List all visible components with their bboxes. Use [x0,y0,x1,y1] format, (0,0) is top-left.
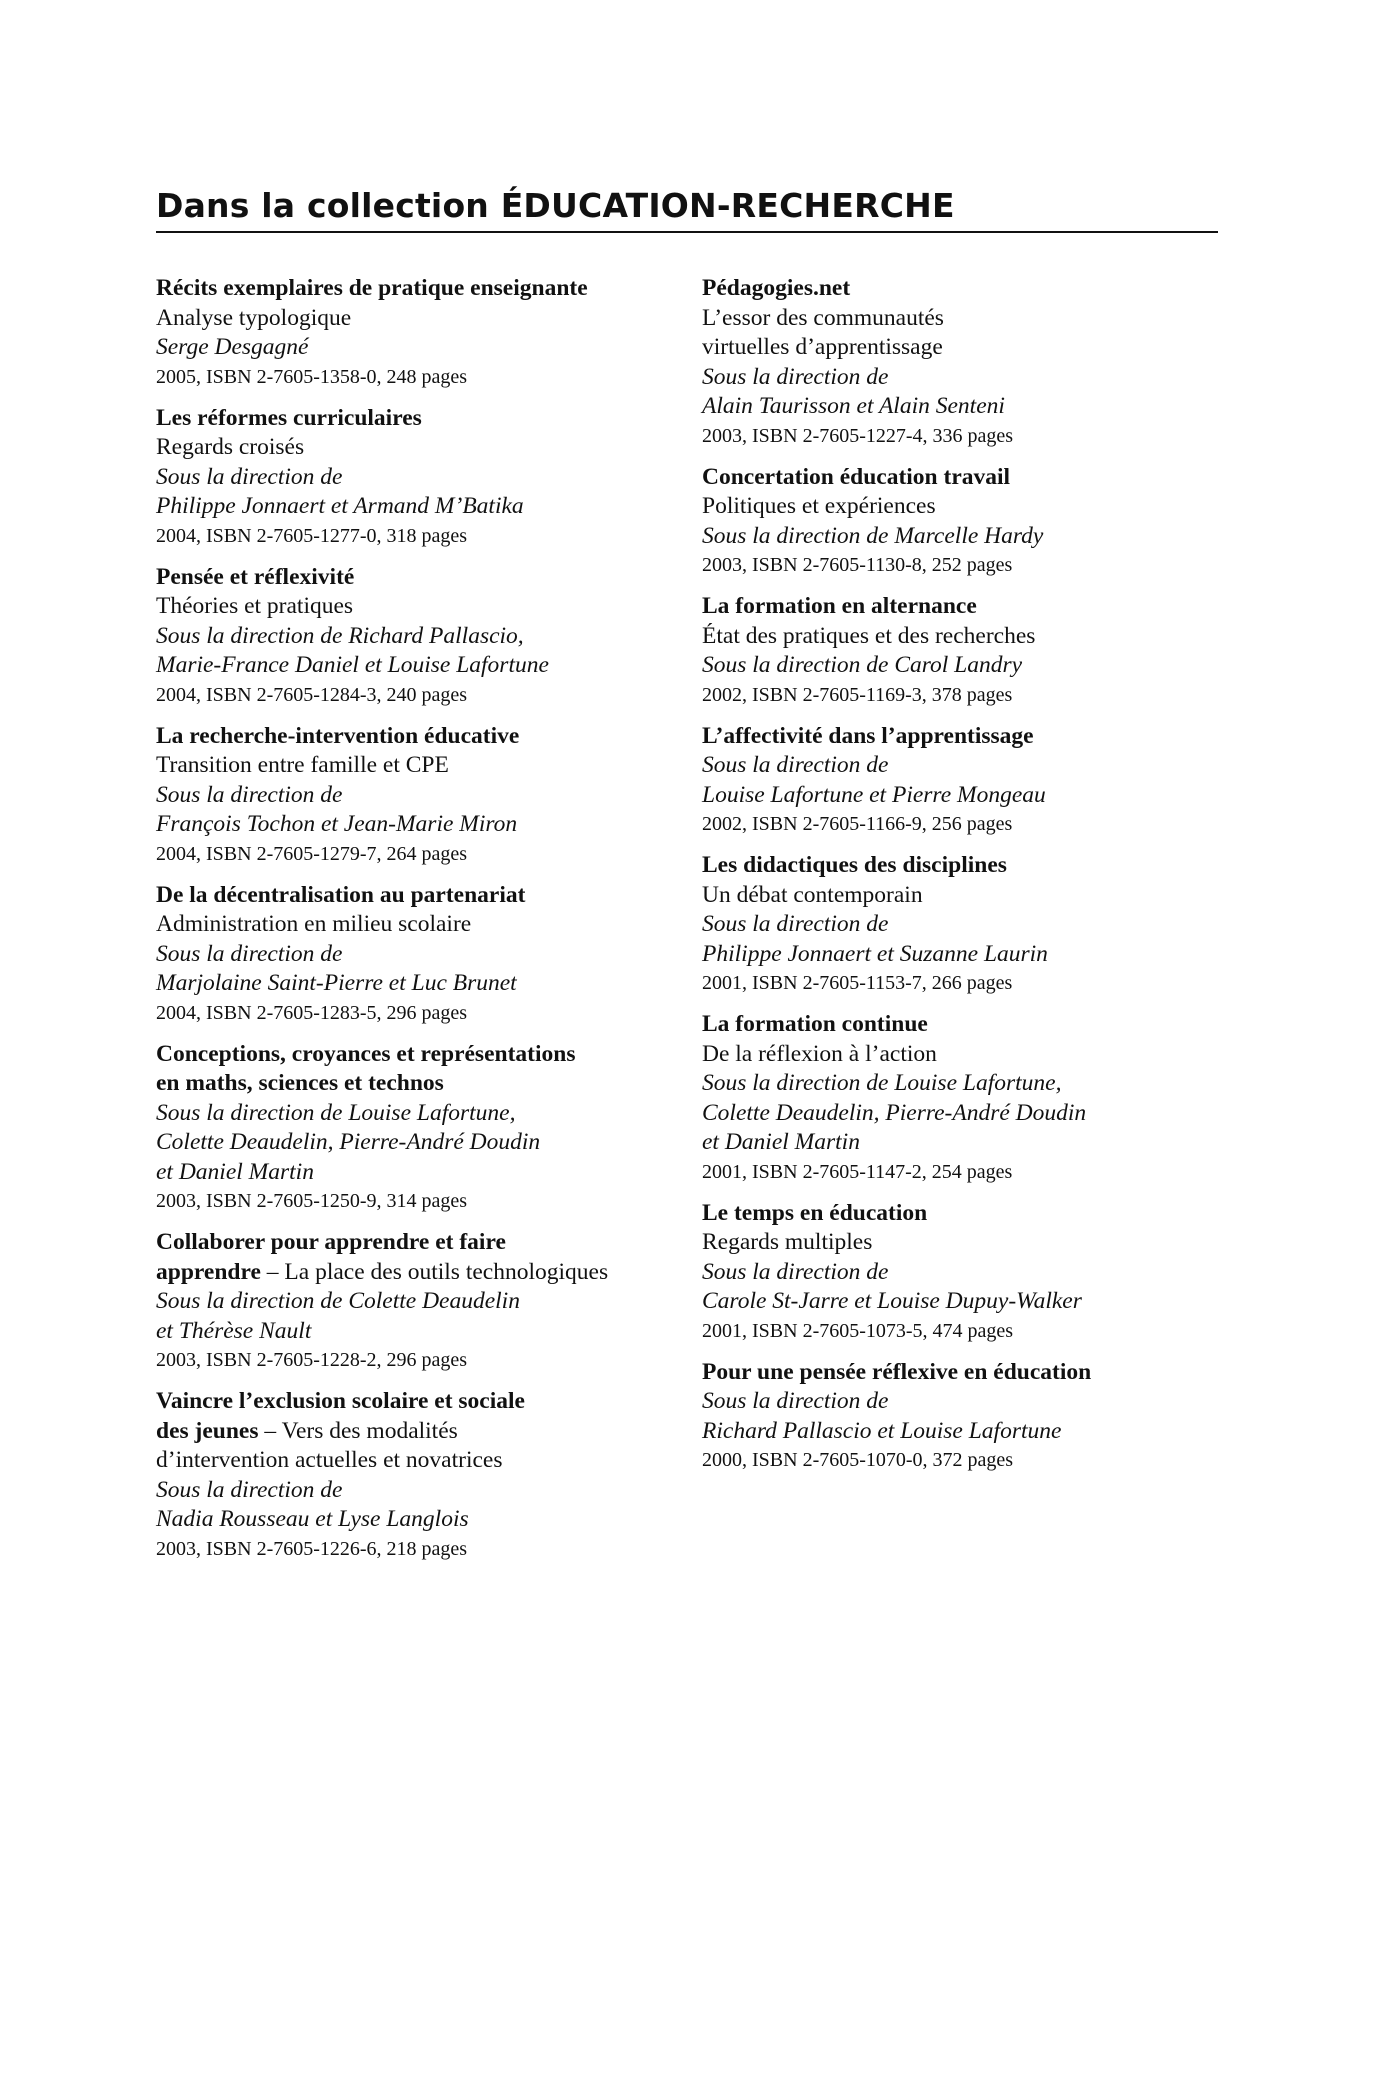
book-entry [702,463,1222,580]
book-subtitle: Théories et pratiques [156,593,354,619]
book-subtitle: Regards croisés [156,434,305,460]
book-author: et Daniel Martin [702,1129,860,1155]
book-author: et Daniel Martin [156,1158,314,1185]
book-title: La formation en alternance [702,593,977,619]
book-subtitle-line2: virtuelles d’apprentissage [702,334,943,360]
book-entry [702,722,1222,839]
book-author: Sous la direction de Carol Landry [702,652,1023,678]
book-subtitle-inline: – La place des outils technologiques [260,1258,609,1285]
book-subtitle-inline: – Vers des modalités [258,1417,458,1444]
book-meta: 2003, ISBN 2-7605-1227-4, 336 pages [702,424,1014,447]
book-meta: 2005, ISBN 2-7605-1358-0, 248 pages [156,365,468,388]
book-title: La recherche-intervention éducative [156,722,520,749]
book-meta: 2000, ISBN 2-7605-1070-0, 372 pages [702,1449,1014,1471]
book-subtitle: Politiques et expériences [702,493,936,519]
book-title: Vaincre l’exclusion scolaire et sociale [156,1388,525,1414]
book-author: Sous la direction de [156,781,343,808]
right-column [702,274,1222,1487]
book-author: Sous la direction de [702,363,889,390]
book-entry [156,722,676,868]
book-entry [156,881,676,1027]
book-author: Richard Pallascio et Louise Lafortune [702,1417,1062,1444]
book-meta: 2004, ISBN 2-7605-1277-0, 318 pages [156,524,468,547]
book-entry [156,563,676,709]
book-title: Pour une pensée réflexive en éducation [702,1358,1092,1385]
book-subtitle: Transition entre famille et CPE [156,752,449,778]
book-author: François Tochon et Jean-Marie Miron [156,811,518,837]
book-title-line2-bold: des jeunes [156,1417,259,1444]
book-entry [156,1040,676,1216]
book-subtitle: Un débat contemporain [702,881,923,908]
book-author: Sous la direction de Marcelle Hardy [702,522,1044,549]
book-meta: 2001, ISBN 2-7605-1153-7, 266 pages [702,972,1013,994]
book-author: Sous la direction de [702,1388,889,1414]
book-title: Conceptions, croyances et représentations [156,1040,576,1067]
book-entry [156,274,676,391]
book-author: Carole St-Jarre et Louise Dupuy-Walker [702,1288,1082,1314]
book-entry [702,274,1222,450]
book-author: Sous la direction de Colette Deaudelin [156,1288,520,1314]
book-meta: 2002, ISBN 2-7605-1166-9, 256 pages [702,813,1013,835]
book-author: Sous la direction de Louise Lafortune, [702,1070,1062,1096]
book-title: Collaborer pour apprendre et faire [156,1229,506,1255]
book-author: Sous la direction de [702,1258,889,1285]
book-title: Les réformes curriculaires [156,404,422,431]
book-author: Alain Taurisson et Alain Senteni [702,393,1005,419]
book-author: Sous la direction de [156,463,343,490]
book-author: Sous la direction de [156,940,343,967]
book-author: Marie-France Daniel et Louise Lafortune [156,652,549,678]
book-meta: 2001, ISBN 2-7605-1073-5, 474 pages [702,1319,1014,1342]
book-author: Sous la direction de Louise Lafortune, [156,1099,516,1126]
book-meta: 2003, ISBN 2-7605-1130-8, 252 pages [702,554,1013,576]
book-author: Colette Deaudelin, Pierre-André Doudin [156,1129,541,1155]
book-author: Nadia Rousseau et Lyse Langlois [156,1506,469,1532]
book-title-line2: en maths, sciences et technos [156,1070,444,1096]
book-subtitle: Administration en milieu scolaire [156,911,472,937]
book-title: Récits exemplaires de pratique enseignante [156,275,588,301]
book-entry [702,1010,1222,1186]
page-heading: Dans la collection ÉDUCATION-RECHERCHE [156,186,1218,233]
book-title: De la décentralisation au partenariat [156,881,526,908]
book-entry [702,1199,1222,1345]
book-entry [702,851,1222,997]
book-author: Sous la direction de [156,1476,343,1503]
book-title-line2-bold: apprendre [156,1258,261,1285]
book-meta: 2003, ISBN 2-7605-1250-9, 314 pages [156,1190,468,1212]
book-author: Marjolaine Saint-Pierre et Luc Brunet [156,970,517,996]
book-entry [702,1358,1222,1475]
book-author: Philippe Jonnaert et Armand M’Batika [156,493,524,519]
book-title-line2 [156,1258,676,1288]
book-title: Le temps en éducation [702,1199,928,1226]
book-meta: 2004, ISBN 2-7605-1283-5, 296 pages [156,1001,468,1024]
left-column [156,274,676,1576]
book-meta: 2003, ISBN 2-7605-1228-2, 296 pages [156,1349,468,1371]
book-meta: 2001, ISBN 2-7605-1147-2, 254 pages [702,1160,1013,1183]
book-meta: 2004, ISBN 2-7605-1279-7, 264 pages [156,842,468,865]
book-title: L’affectivité dans l’apprentissage [702,722,1034,749]
book-subtitle: État des pratiques et des recherches [702,622,1036,649]
book-author: Sous la direction de [702,911,889,937]
book-subtitle: Analyse typologique [156,304,352,331]
book-entry [156,1387,676,1563]
book-title: Concertation éducation travail [702,463,1011,490]
book-meta: 2003, ISBN 2-7605-1226-6, 218 pages [156,1537,468,1560]
book-subtitle: d’intervention actuelles et novatrices [156,1447,503,1473]
book-author: Sous la direction de Richard Pallascio, [156,622,524,649]
book-title: La formation continue [702,1011,928,1037]
book-subtitle: Regards multiples [702,1229,873,1255]
book-author: et Thérèse Nault [156,1317,312,1344]
book-meta: 2004, ISBN 2-7605-1284-3, 240 pages [156,683,468,706]
book-title: Les didactiques des disciplines [702,852,1007,878]
book-entry [702,592,1222,709]
book-title: Pensée et réflexivité [156,563,355,590]
book-author: Colette Deaudelin, Pierre-André Doudin [702,1099,1087,1126]
book-entry [156,1228,676,1374]
book-subtitle: L’essor des communautés [702,304,944,331]
book-title: Pédagogies.net [702,275,851,301]
book-entry [156,404,676,550]
book-title-line2 [156,1417,676,1447]
book-subtitle: De la réflexion à l’action [702,1040,937,1067]
book-meta: 2002, ISBN 2-7605-1169-3, 378 pages [702,683,1013,706]
book-author: Sous la direction de [702,752,889,778]
book-author: Louise Lafortune et Pierre Mongeau [702,781,1046,808]
book-author: Serge Desgagné [156,334,309,360]
book-author: Philippe Jonnaert et Suzanne Laurin [702,940,1048,967]
